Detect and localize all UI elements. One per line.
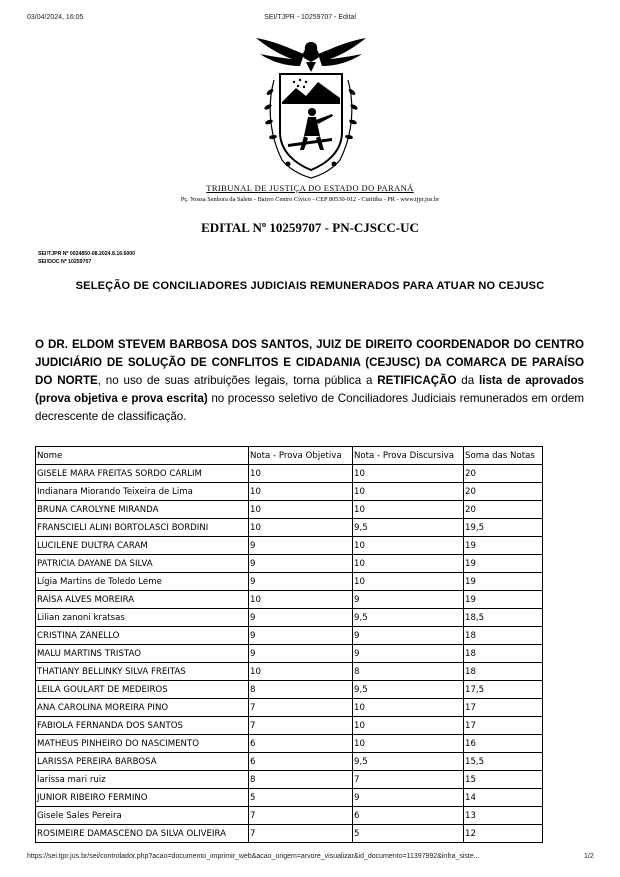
cell-soma-notas: 19 xyxy=(464,591,543,609)
header-soma-notas: Soma das Notas xyxy=(464,447,543,465)
cell-nome: BRUNA CAROLYNE MIRANDA xyxy=(36,501,249,519)
table-row xyxy=(36,609,543,627)
cell-nota-objetiva: 8 xyxy=(249,771,353,789)
table-row xyxy=(36,789,543,807)
cell-nota-discursiva: 9 xyxy=(353,645,464,663)
cell-nota-discursiva: 10 xyxy=(353,717,464,735)
cell-nome: Lígia Martins de Toledo Leme xyxy=(36,573,249,591)
cell-soma-notas: 13 xyxy=(464,807,543,825)
table-row xyxy=(36,555,543,573)
intro-text-1: , no uso de suas atribuições legais, torna pública a xyxy=(97,374,378,387)
cell-nome: LUCILENE DULTRA CARAM xyxy=(36,537,249,555)
cell-nome: ROSIMEIRE DAMASCENO DA SILVA OLIVEIRA xyxy=(36,825,249,843)
cell-soma-notas: 20 xyxy=(464,465,543,483)
cell-nota-objetiva: 9 xyxy=(249,645,353,663)
cell-nome: Lilian zanoni kratsas xyxy=(36,609,249,627)
cell-nota-discursiva: 10 xyxy=(353,555,464,573)
header-nota-objetiva: Nota - Prova Objetiva xyxy=(249,447,353,465)
table-row xyxy=(36,573,543,591)
cell-nota-objetiva: 10 xyxy=(249,501,353,519)
table-row xyxy=(36,519,543,537)
table-row xyxy=(36,627,543,645)
cell-nota-discursiva: 10 xyxy=(353,735,464,753)
cell-soma-notas: 17 xyxy=(464,699,543,717)
table-row xyxy=(36,483,543,501)
table-row xyxy=(36,771,543,789)
table-row xyxy=(36,537,543,555)
table-row xyxy=(36,663,543,681)
table-row xyxy=(36,645,543,663)
cell-soma-notas: 18 xyxy=(464,663,543,681)
table-row xyxy=(36,807,543,825)
footer-url: https://sei.tjpr.jus.br/sei/controlador.php?acao=documento_imprimir_web&acao_origem=arvore_visualizar&id_documento=11397992&infra_siste... xyxy=(27,853,480,860)
cell-soma-notas: 12 xyxy=(464,825,543,843)
cell-nota-discursiva: 10 xyxy=(353,573,464,591)
table-body xyxy=(36,465,543,843)
edital-title: EDITAL Nº 10259707 - PN-CJSCC-UC xyxy=(201,220,419,235)
cell-nota-discursiva: 9,5 xyxy=(353,681,464,699)
intro-text-2: da xyxy=(456,374,479,387)
print-date: 03/04/2024, 16:05 xyxy=(27,14,84,21)
cell-nota-discursiva: 7 xyxy=(353,771,464,789)
court-name: TRIBUNAL DE JUSTIÇA DO ESTADO DO PARANÁ xyxy=(206,183,414,193)
cell-nota-discursiva: 10 xyxy=(353,501,464,519)
cell-soma-notas: 19 xyxy=(464,573,543,591)
cell-nota-discursiva: 10 xyxy=(353,465,464,483)
cell-soma-notas: 15 xyxy=(464,771,543,789)
cell-nota-objetiva: 7 xyxy=(249,807,353,825)
cell-nome: MATHEUS PINHEIRO DO NASCIMENTO xyxy=(36,735,249,753)
cell-soma-notas: 15,5 xyxy=(464,753,543,771)
cell-soma-notas: 18 xyxy=(464,627,543,645)
cell-nome: THATIANY BELLINKY SILVA FREITAS xyxy=(36,663,249,681)
cell-nota-objetiva: 8 xyxy=(249,681,353,699)
intro-bold-retificacao: RETIFICAÇÃO xyxy=(377,374,457,387)
table-row xyxy=(36,699,543,717)
cell-nota-discursiva: 9,5 xyxy=(353,609,464,627)
cell-nota-objetiva: 10 xyxy=(249,663,353,681)
table-row xyxy=(36,681,543,699)
table-header-row xyxy=(36,447,543,465)
cell-nota-discursiva: 9,5 xyxy=(353,519,464,537)
intro-bold-lead: O DR. ELDOM STEVEM BARBOSA DOS SANTOS, JUIZ DE DIREITO COORDENADOR DO CENTRO JUDICIÁRIO DE SOLUÇÃO DE CONFLITOS E CIDADANIA (CEJUSC) DA COMARCA DE PARAÍSO DO NORTE xyxy=(35,338,584,387)
cell-nota-objetiva: 9 xyxy=(249,537,353,555)
cell-nota-objetiva: 5 xyxy=(249,789,353,807)
intro-bold-lista: lista de aprovados (prova objetiva e prova escrita) xyxy=(35,374,584,405)
cell-nome: JUNIOR RIBEIRO FERMINO xyxy=(36,789,249,807)
cell-nota-discursiva: 10 xyxy=(353,537,464,555)
cell-nota-objetiva: 9 xyxy=(249,573,353,591)
parana-coat-of-arms-logo xyxy=(248,32,374,182)
cell-nome: FRANSCIELI ALINI BORTOLASCI BORDINI xyxy=(36,519,249,537)
cell-nome: RAÍSA ALVES MOREIRA xyxy=(36,591,249,609)
cell-nota-discursiva: 9 xyxy=(353,789,464,807)
cell-nome: CRISTINA ZANELLO xyxy=(36,627,249,645)
cell-nota-objetiva: 10 xyxy=(249,465,353,483)
cell-nota-objetiva: 9 xyxy=(249,555,353,573)
intro-text-3: no processo seletivo de Conciliadores Judiciais remunerados em ordem decrescente de classificação. xyxy=(35,392,584,423)
cell-soma-notas: 17,5 xyxy=(464,681,543,699)
cell-soma-notas: 18 xyxy=(464,645,543,663)
table-row xyxy=(36,717,543,735)
cell-soma-notas: 17 xyxy=(464,717,543,735)
cell-nome: LARISSA PEREIRA BARBOSA xyxy=(36,753,249,771)
intro-paragraph xyxy=(35,336,584,426)
cell-nota-objetiva: 6 xyxy=(249,735,353,753)
cell-nota-discursiva: 6 xyxy=(353,807,464,825)
table-row xyxy=(36,591,543,609)
table-row xyxy=(36,465,543,483)
cell-nota-objetiva: 10 xyxy=(249,591,353,609)
cell-nome: PATRICIA DAYANE DA SILVA xyxy=(36,555,249,573)
cell-nota-discursiva: 9 xyxy=(353,627,464,645)
cell-nota-discursiva: 10 xyxy=(353,483,464,501)
print-title: SEI/TJPR - 10259707 - Edital xyxy=(264,14,356,21)
cell-soma-notas: 16 xyxy=(464,735,543,753)
footer-page-number: 1/2 xyxy=(584,853,594,860)
cell-nota-objetiva: 7 xyxy=(249,825,353,843)
cell-nota-objetiva: 7 xyxy=(249,699,353,717)
cell-soma-notas: 19,5 xyxy=(464,519,543,537)
cell-nota-objetiva: 7 xyxy=(249,717,353,735)
cell-nota-discursiva: 5 xyxy=(353,825,464,843)
cell-nome: Indianara Miorando Teixeira de Lima xyxy=(36,483,249,501)
cell-soma-notas: 19 xyxy=(464,555,543,573)
cell-nota-discursiva: 8 xyxy=(353,663,464,681)
cell-nome: FABIOLA FERNANDA DOS SANTOS xyxy=(36,717,249,735)
cell-soma-notas: 19 xyxy=(464,537,543,555)
table-row xyxy=(36,735,543,753)
cell-soma-notas: 14 xyxy=(464,789,543,807)
table-row xyxy=(36,501,543,519)
cell-soma-notas: 20 xyxy=(464,483,543,501)
header-nota-discursiva: Nota - Prova Discursiva xyxy=(353,447,464,465)
cell-soma-notas: 20 xyxy=(464,501,543,519)
cell-nota-objetiva: 10 xyxy=(249,483,353,501)
table-row xyxy=(36,825,543,843)
cell-nota-discursiva: 10 xyxy=(353,699,464,717)
table-row xyxy=(36,753,543,771)
court-address: Pç. Nossa Senhora da Salete - Bairro Centro Cívico - CEP 80530-912 - Curitiba - PR - www.tjpr.jus.br xyxy=(180,196,440,203)
cell-nome: Gisele Sales Pereira xyxy=(36,807,249,825)
cell-nota-objetiva: 6 xyxy=(249,753,353,771)
cell-nota-objetiva: 9 xyxy=(249,609,353,627)
cell-nota-objetiva: 9 xyxy=(249,627,353,645)
cell-nome: larissa mari ruiz xyxy=(36,771,249,789)
header-nome: Nome xyxy=(36,447,249,465)
cell-nota-objetiva: 10 xyxy=(249,519,353,537)
cell-nota-discursiva: 9 xyxy=(353,591,464,609)
approved-list-table xyxy=(35,446,543,843)
cell-nome: LEILA GOULART DE MEDEIROS xyxy=(36,681,249,699)
cell-nome: MALU MARTINS TRISTAO xyxy=(36,645,249,663)
selection-title: SELEÇÃO DE CONCILIADORES JUDICIAIS REMUNERADOS PARA ATUAR NO CEJUSC xyxy=(75,280,545,292)
sei-doc-number: SEI!DOC Nº 10259707 xyxy=(38,259,92,265)
cell-nome: GISELE MARA FREITAS SORDO CARLIM xyxy=(36,465,249,483)
cell-nota-discursiva: 9,5 xyxy=(353,753,464,771)
cell-soma-notas: 18,5 xyxy=(464,609,543,627)
sei-process-number: SEI!TJPR Nº 0024850-08.2024.8.16.6000 xyxy=(38,251,136,257)
cell-nome: ANA CAROLINA MOREIRA PINO xyxy=(36,699,249,717)
